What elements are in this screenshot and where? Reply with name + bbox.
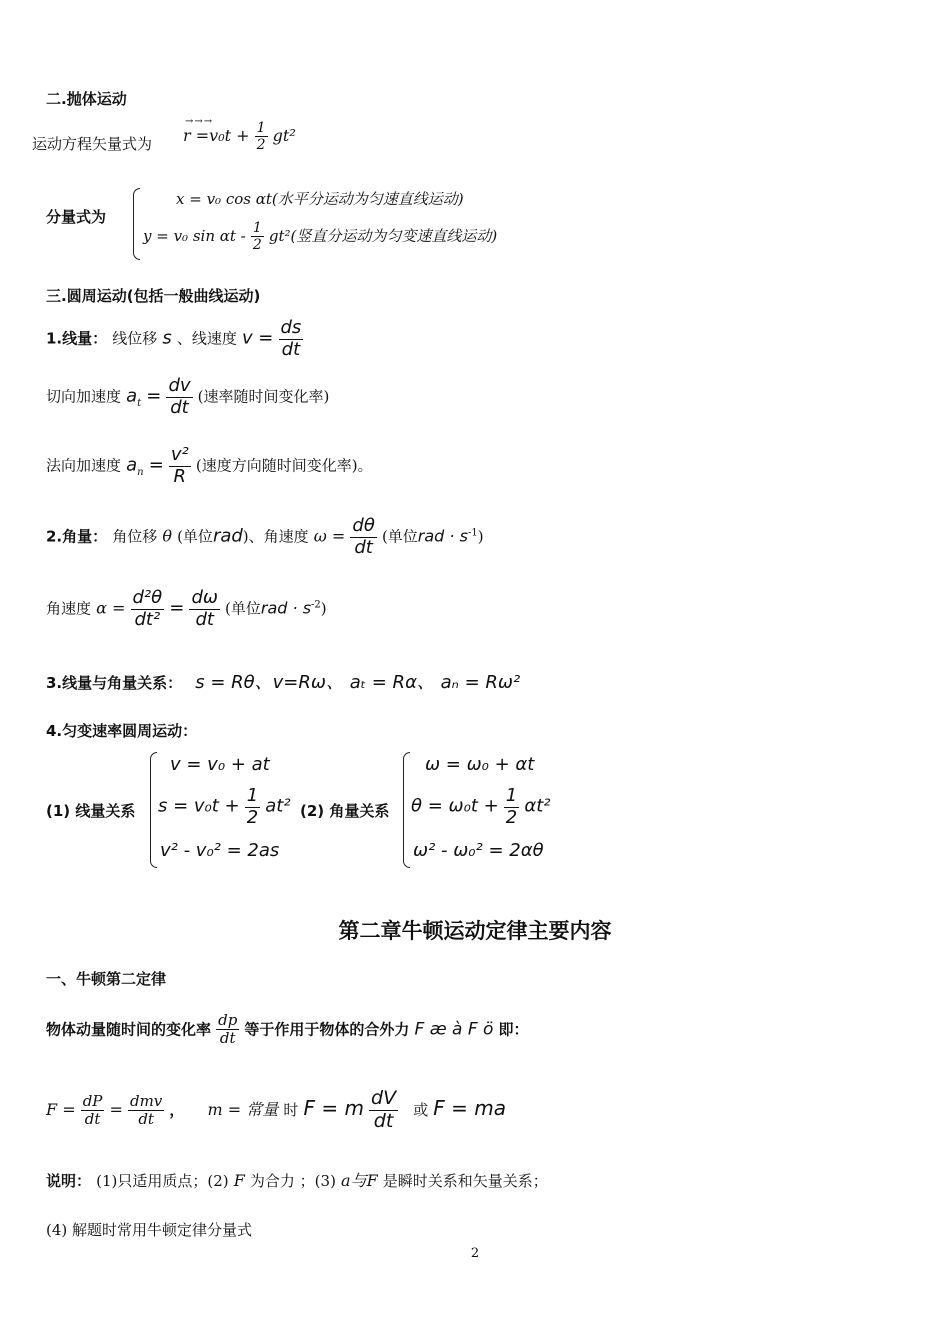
linear-relation-brace bbox=[150, 752, 157, 868]
tangential-acceleration: 切向加速度 $a_t$ = $\frac{dv}{dt}$ (速率随时间变化率) bbox=[46, 375, 330, 418]
angular-eq-2: θ = ω₀t + $\frac{1}{2}$ αt² bbox=[411, 785, 551, 828]
component-label: 分量式为 bbox=[46, 208, 107, 226]
component-y-eq: y = v₀ sin αt - $\frac{1}{2}$ gt²(竖直分运动为匀变速直线运动) bbox=[143, 220, 498, 254]
angular-eq-3: ω² - ω₀² = 2αθ bbox=[413, 840, 544, 861]
newton-second-law-heading: 一、牛顿第二定律 bbox=[46, 970, 167, 988]
linear-eq-3: v² - v₀² = 2as bbox=[160, 840, 280, 861]
newton-equation: F = $\frac{dP}{dt}$ = $\frac{\text{dmv}}{dt}$ ， m = 常量 时 F = m $\frac{dV}{dt}$ 或 F = ma bbox=[46, 1087, 507, 1132]
newton-notes: 说明： (1)只适用质点；(2) F 为合力 ；(3) a与F 是瞬时关系和矢量关系； bbox=[46, 1171, 548, 1190]
newton-note-4: (4) 解题时常用牛顿定律分量式 bbox=[46, 1221, 253, 1239]
vector-rhs1: =v₀t + bbox=[195, 126, 250, 146]
angular-eq-1: ω = ω₀ + αt bbox=[425, 754, 535, 775]
vector-frac: $\frac{1}{2}$ bbox=[256, 120, 266, 154]
section-heading-projectile: 二.抛体运动 bbox=[46, 90, 127, 108]
section-heading-circular: 三.圆周运动(包括一般曲线运动) bbox=[46, 287, 261, 305]
vector-arrows: →→→ bbox=[185, 116, 214, 127]
normal-acceleration: 法向加速度 $a_n$ = $\frac{\text{v²}}{R}$ (速度方向随时间变化率)。 bbox=[46, 444, 373, 487]
vector-eq-label: 运动方程矢量式为 bbox=[32, 135, 153, 153]
component-x-eq: x = v₀ cos αt(水平分运动为匀速直线运动) bbox=[176, 190, 464, 208]
linear-eq-2: s = v₀t + $\frac{1}{2}$ at² bbox=[158, 785, 291, 828]
angular-acceleration: 角速度 α = $\frac{\text{d²θ}}{\text{dt²}}$ = $\frac{d\omega}{dt}$ (单位rad · $s^{-2}$) bbox=[46, 587, 327, 630]
angular-relation-brace bbox=[403, 752, 410, 868]
uniform-circular-label: 4.匀变速率圆周运动： bbox=[46, 722, 198, 740]
linear-angular-relation: 3.线量与角量关系： s = Rθ、v=Rω、 aₜ = Rα、 aₙ = Rω² bbox=[46, 672, 521, 693]
linear-quantities: 1.线量： 线位移 s 、线速度 v = $\frac{ds}{dt}$ bbox=[46, 317, 302, 360]
linear-relation-label: (1) 线量关系 bbox=[46, 802, 136, 820]
vector-r: r bbox=[183, 126, 191, 146]
newton-statement: 物体动量随时间的变化率 $\frac{dp}{dt}$ 等于作用于物体的合外力 F æ à F ö 即： bbox=[46, 1011, 529, 1048]
page-number: 2 bbox=[470, 1246, 480, 1261]
angular-relation-label: (2) 角量关系 bbox=[300, 802, 390, 820]
component-brace bbox=[133, 188, 140, 260]
angular-quantities: 2.角量： 角位移 θ (单位rad)、角速度 ω = $\frac{d\theta}{dt}$ (单位rad · $s^{-1}$) bbox=[46, 515, 484, 558]
vector-rhs2: gt² bbox=[272, 126, 296, 146]
linear-eq-1: v = v₀ + at bbox=[170, 754, 270, 775]
chapter-title: 第二章牛顿运动定律主要内容 bbox=[338, 919, 612, 943]
